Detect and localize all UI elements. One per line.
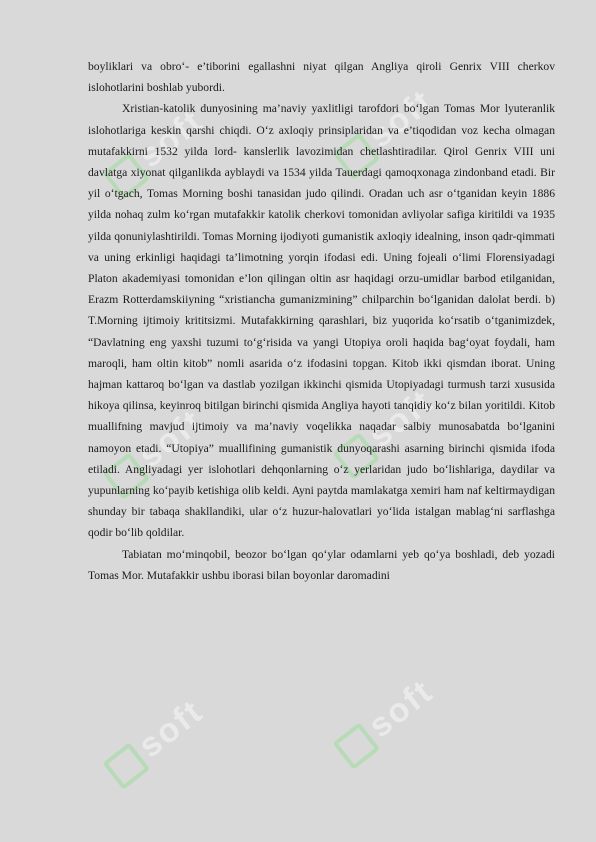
watermark: soft [100,692,211,791]
watermark: soft [330,82,441,181]
paragraph: boyliklari va obro‘- e’tiborini egallashni niyat qilgan Angliya qiroli Genrix VIII cherkov islohotlarini boshlab yubordi. [88,60,555,95]
body-text [88,56,555,586]
watermark-logo-icon [102,742,150,790]
watermark: soft [330,672,441,771]
paragraph: Tabiatan mo‘minqobil, beozor bo‘lgan qo‘ylar odamlarni yeb qo‘ya boshladi, deb yozadi Tomas Mor. Mutafakkir ushbu iborasi bilan boyonlar daromadini [88,547,555,582]
watermark-logo-icon [332,722,380,770]
watermark: soft [330,382,441,481]
watermark: soft [100,402,211,501]
paragraph: Xristian-katolik dunyosining ma’naviy yaxlitligi tarofdori bo‘lgan Tomas Mor lyuteranlik islohotlariga keskin qarshi chiqdi. O‘z axloqiy prinsiplaridan va e’tiqodidan voz kecha olmagan mutafakkirni 1532 yilda lord- kanslerlik lavozimidan chetlashtiradilar. Qirol Genrix VIII uni davlatga xiyonat qilganlikda ayblaydi va 1534 yilda Tauerdagi qamoqxonaga zindonband etadi. Bir yil o‘tgach, Tomas Morning boshi tanasidan judo qilindi. Oradan uch asr o‘tganidan keyin 1886 yilda nohaq zulm ko‘rgan mutafakkir katolik cherkovi tomonidan avliyolar safiga kiritildi va 1935 yilda qonuniylashtirildi. Tomas Morning ijodiyoti gumanistik axloqiy idealning, inson qadr-qimmati va uning erkinligi haqidagi ta’limotning yorqin ifodasi edi. Uning fojeali o‘limi Florensiyadagi Platon akademiyasi tomonidan e’lon qilingan oltin asr haqidagi orzu-umidlar barbod etilganidan, Erazm Rotterdamskiiyning “xristiancha gumanizmining” chilparchin bo‘lganidan dalolat berdi. b) T.Morning ijtimoiy krititsizmi. Mutafakkirning qarashlari, biz yuqorida ko‘rsatib o‘tganimizdek, “Davlatning eng yaxshi tuzumi to‘g‘risida va yangi Utopiya oroli haqida bag‘oyat foydali, ham maroqli, ham oltin kitob” nomli asarida o‘z ifodasini topgan. Kitob ikki qismdan iborat. Uning hajman kattaroq bo‘lgan va dastlab yozilgan ikkinchi qismida Utopiyadagi turmush tarzi xususida hikoya qilinsa, keyinroq bitilgan birinchi qismida Angliya hayoti tanqidiy ko‘z bilan yoritildi. Kitob muallifning mavjud ijtimoiy va ma’naviy voqelikka naqadar salbiy munosabatda bo‘lganini namoyon etadi. “Utopiya” muallifining gumanistik dunyoqarashi asarning birinchi qismida ifoda etiladi. Angliyadagi yer islohotlari dehqonlarning o‘z yerlaridan judo bo‘lishlariga, daydilar va yupunlarning ko‘payib ketishiga olib keldi. Ayni paytda mamlakatga xemiri ham naf keltirmaydigan shunday bir tabaqa shakllandiki, ular o‘z huzur-halovatlari yo‘lida istalgan mablag‘ni sarflashga qodir bo‘lib qoldilar. [88,102,555,540]
watermark: soft [100,102,211,201]
